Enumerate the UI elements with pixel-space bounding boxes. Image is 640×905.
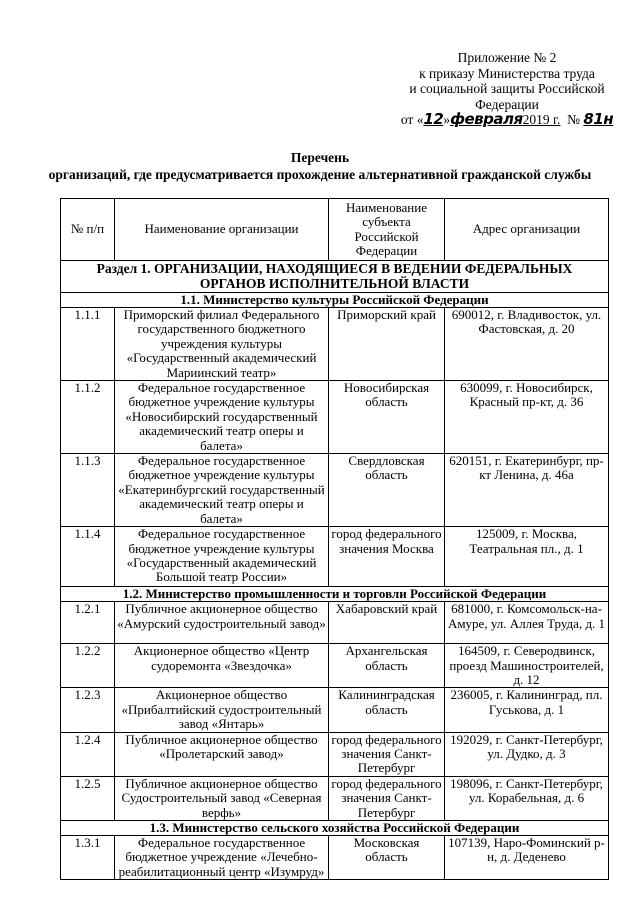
group-header-row	[61, 587, 609, 602]
row-number: 1.1.1	[61, 308, 115, 381]
table-row	[61, 688, 609, 732]
group-title: 1.2. Министерство промышленности и торговли Российской Федерации	[61, 587, 609, 602]
order-date-line	[392, 112, 622, 128]
table-row	[61, 454, 609, 527]
organization-name: Федеральное государственное бюджетное учреждение культуры «Новосибирский государственный академический театр оперы и балета»	[115, 381, 329, 454]
region-name: Свердловская область	[329, 454, 445, 527]
date-year: 2019 г.	[522, 112, 561, 127]
header-cell: Наименование организации	[115, 199, 329, 261]
document-title: Перечень	[290, 150, 350, 165]
region-name: Хабаровский край	[329, 602, 445, 644]
handwritten-day: 12	[423, 110, 444, 128]
appendix-line: к приказу Министерства труда	[419, 65, 595, 81]
date-prefix: от «	[400, 112, 424, 127]
group-title: 1.1. Министерство культуры Российской Федерации	[61, 293, 609, 308]
row-number: 1.2.2	[61, 644, 115, 688]
table-row	[61, 381, 609, 454]
table-row	[61, 776, 609, 820]
organization-name: Федеральное государственное бюджетное учреждение «Лечебно-реабилитационный центр «Изумруд»	[115, 835, 329, 879]
region-name: Приморский край	[329, 308, 445, 381]
appendix-block	[392, 50, 622, 128]
organization-address: 107139, Наро-Фоминский р-н, д. Деденево	[445, 835, 609, 879]
row-number: 1.2.3	[61, 688, 115, 732]
handwritten-month: февраля	[450, 110, 523, 128]
organization-address: 630099, г. Новосибирск, Красный пр-кт, д. 36	[445, 381, 609, 454]
number-prefix: №	[567, 112, 581, 127]
organizations-table	[60, 198, 609, 880]
region-name: Архангельская область	[329, 644, 445, 688]
appendix-line: и социальной защиты Российской	[409, 81, 605, 96]
section-title: Раздел 1. ОРГАНИЗАЦИИ, НАХОДЯЩИЕСЯ В ВЕДЕНИИ ФЕДЕРАЛЬНЫХ ОРГАНОВ ИСПОЛНИТЕЛЬНОЙ ВЛАСТИ	[61, 261, 609, 293]
row-number: 1.3.1	[61, 835, 115, 879]
row-number: 1.1.3	[61, 454, 115, 527]
row-number: 1.1.4	[61, 527, 115, 587]
row-number: 1.2.4	[61, 732, 115, 776]
table-row	[61, 835, 609, 879]
organization-name: Федеральное государственное бюджетное учреждение культуры «Государственный академический Большой театр России»	[115, 527, 329, 587]
organization-address: 164509, г. Северодвинск, проезд Машиностроителей, д. 12	[445, 644, 609, 688]
organization-address: 236005, г. Калининград, пл. Гуськова, д. 1	[445, 688, 609, 732]
handwritten-number: 81н	[583, 110, 614, 128]
region-name: город федерального значения Санкт-Петербург	[329, 776, 445, 820]
organization-name: Публичное акционерное общество «Амурский судостроительный завод»	[115, 602, 329, 644]
header-cell: Наименование субъекта Российской Федерации	[329, 199, 445, 261]
table-row	[61, 308, 609, 381]
organization-address: 690012, г. Владивосток, ул. Фастовская, д. 20	[445, 308, 609, 381]
row-number: 1.2.1	[61, 602, 115, 644]
header-cell: № п/п	[61, 199, 115, 261]
table-header-row	[61, 199, 609, 261]
row-number: 1.1.2	[61, 381, 115, 454]
appendix-line: Приложение № 2	[457, 50, 557, 65]
header-cell: Адрес организации	[445, 199, 609, 261]
organization-address: 198096, г. Санкт-Петербург, ул. Корабельная, д. 6	[445, 776, 609, 820]
row-number: 1.2.5	[61, 776, 115, 820]
region-name: Калининградская область	[329, 688, 445, 732]
organization-address: 192029, г. Санкт-Петербург, ул. Дудко, д. 3	[445, 732, 609, 776]
date-mid: »	[443, 112, 451, 127]
region-name: Новосибирская область	[329, 381, 445, 454]
organization-name: Публичное акционерное общество «Пролетарский завод»	[115, 732, 329, 776]
organization-name: Федеральное государственное бюджетное учреждение культуры «Екатеринбургский государственный академический театр оперы и балета»	[115, 454, 329, 527]
section-row	[61, 261, 609, 293]
group-title: 1.3. Министерство сельского хозяйства Российской Федерации	[61, 820, 609, 835]
organization-address: 125009, г. Москва, Театральная пл., д. 1	[445, 527, 609, 587]
organization-name: Приморский филиал Федерального государственного бюджетного учреждения культуры «Государственный академический Мариинский театр»	[115, 308, 329, 381]
organization-name: Акционерное общество «Прибалтийский судостроительный завод «Янтарь»	[115, 688, 329, 732]
group-header-row	[61, 820, 609, 835]
organization-address: 620151, г. Екатеринбург, пр-кт Ленина, д. 46а	[445, 454, 609, 527]
table-row	[61, 644, 609, 688]
organization-name: Акционерное общество «Центр судоремонта «Звездочка»	[115, 644, 329, 688]
table-row	[61, 602, 609, 644]
document-subtitle: организаций, где предусматривается прохождение альтернативной гражданской службы	[48, 167, 592, 182]
group-header-row	[61, 293, 609, 308]
organization-name: Публичное акционерное общество Судостроительный завод «Северная верфь»	[115, 776, 329, 820]
table-row	[61, 732, 609, 776]
region-name: город федерального значения Санкт-Петербург	[329, 732, 445, 776]
organization-address: 681000, г. Комсомольск-на-Амуре, ул. Аллея Труда, д. 1	[445, 602, 609, 644]
region-name: Московская область	[329, 835, 445, 879]
appendix-line: Федерации	[475, 96, 539, 112]
table-row	[61, 527, 609, 587]
region-name: город федерального значения Москва	[329, 527, 445, 587]
